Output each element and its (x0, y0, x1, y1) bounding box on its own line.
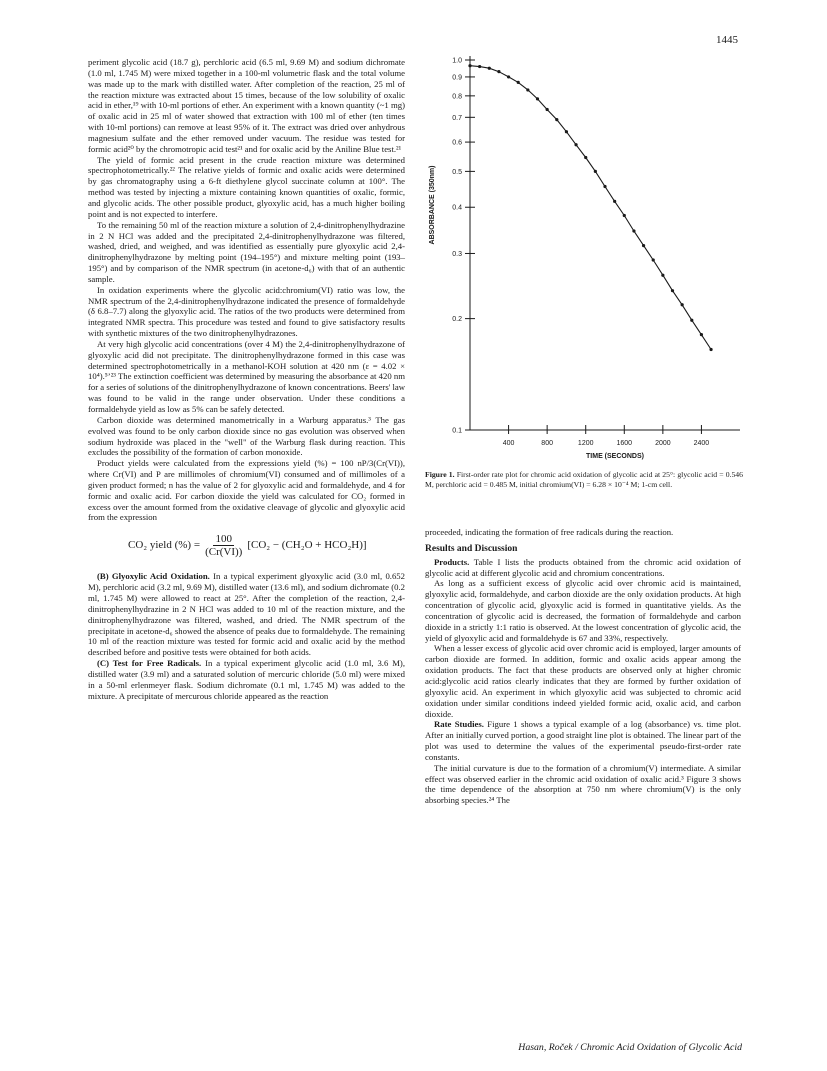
data-point (632, 229, 635, 232)
data-point (661, 274, 664, 277)
data-point (700, 333, 703, 336)
caption-text: First-order rate plot for chromic acid oxidation of glycolic acid at 25°: glycolic acid = 0.546 M, perchloric acid = 0.485 M, initial chromium(VI) = 6.28 × 10⁻⁴ M; 1-cm cell. (425, 470, 743, 489)
run-in-heading: Rate Studies. (434, 719, 484, 730)
data-point (623, 214, 626, 217)
paragraph (88, 571, 405, 658)
equation-fraction (203, 533, 244, 558)
paragraph-text: Figure 1 shows a typical example of a log (absorbance) vs. time plot. After an initially curved portion, a good straight line plot is obtained. The linear part of the plot was used to determine the values of the experimental pseudo-first-order rate constants. (425, 719, 742, 762)
data-point (526, 88, 529, 91)
x-tick-label: 2400 (693, 440, 710, 447)
paragraph: When a lesser excess of glycolic acid over chromic acid is employed, larger amounts of carbon dioxide are formed. In addition, formic and oxalic acids appear among the oxidation products. The fact that these products are observed only at higher chromic acid:glycolic acid ratios clearly indicates that they are formed by further oxidation of glyoxylic acid. An experiment in which glyoxylic acid was subjected to chromic acid oxidation under similar conditions indeed yielded formic acid, oxalic acid, and carbon dioxide. (425, 643, 741, 719)
paragraph: Carbon dioxide was determined manometrically in a Warburg apparatus.³ The gas evolved was found to be only carbon dioxide since no gas evolution was observed when sodium hydroxide was placed in the "well" of the Warburg flask during reaction. This excludes the possibility of the formation of carbon monoxide. (88, 414, 405, 458)
data-point (584, 156, 587, 159)
data-point (652, 258, 655, 261)
x-tick-label: 2000 (655, 440, 671, 447)
section-title: Results and Discussion (425, 543, 518, 554)
data-point (574, 143, 577, 146)
equation-lhs: CO₂ yield (%) = (128, 538, 201, 551)
data-point (536, 97, 539, 100)
y-axis-label: ABSORBANCE (350nm) (429, 165, 436, 245)
y-tick-label: 0.7 (452, 114, 462, 122)
data-point (613, 200, 616, 203)
paragraph: Product yields were calculated from the expressions yield (%) = 100 nP/3(Cr(VI)), where Cr(VI) and P are millimoles of chromium(VI) consumed and of millimoles of a given product formed; n has the value of 2 for glyoxylic acid and formaldehyde, and 4 for formic and oxalic acid. For carbon dioxide the yield was calculated for CO₂ formed in excess over the amount formed from the oxidative cleavage of glycolic and glyoxylic acid from the expression (88, 458, 405, 523)
x-tick-label: 400 (502, 440, 515, 447)
y-tick-label: 0.2 (452, 316, 462, 324)
paragraph: As long as a sufficient excess of glycolic acid over chromic acid is maintained, glyoxylic acid, formaldehyde, and carbon dioxide are the only oxidation products. At high concentration of glycolic acid, glyoxylic acid is formed in quantitative yields. As the concentration of glycolic acid is decreased, the formation of formaldehyde and carbon dioxide in a strictly 1:1 ratio is observed. At the lowest concentration of glycolic acid, the yield of glyoxylic acid and formaldehyde is 67 and 33%, respectively. (425, 578, 741, 643)
x-axis-label: TIME (SECONDS) (586, 453, 644, 460)
y-tick-label: 0.3 (452, 250, 462, 258)
paragraph: The yield of formic acid present in the crude reaction mixture was determined spectrophotometrically.²² The relative yields of formic and oxalic acids were determined by gas chromatography using a 6-ft diethylene glycol succinate column at 100°. The method was tested by injecting a mixture containing known quantities of oxalic, formic, and glycolic acids. The other possible product, glyoxylic acid, has a much higher boiling point and is not expected to interfere. (88, 154, 405, 219)
equation-rhs: [CO₂ − (CH₂O + HCO₂H)] (247, 538, 367, 551)
y-tick-label: 1.0 (452, 57, 462, 65)
paragraph (88, 658, 405, 701)
y-tick-label: 0.9 (452, 74, 462, 82)
paragraph (425, 719, 741, 762)
data-point (594, 170, 597, 173)
y-tick-label: 0.1 (452, 427, 462, 435)
y-tick-label: 0.4 (452, 204, 462, 212)
y-tick-label: 0.5 (452, 168, 462, 176)
paragraph-text: In a typical experiment glyoxylic acid (3.0 ml, 0.652 M), perchloric acid (3.2 ml, 9.69 M), distilled water (13.6 ml), and sodium dichromate (0.2 ml, 1.745 M) were allowed to react at 25°. After the completion of the reaction, 2,4-dinitrophenylhydrazine in 2 N HCl was added to 10 ml of the reaction mixture, and the dinitrophenylhydrazone was filtered, washed, and dried. The NMR spectrum of the precipitate in acetone-d₆ showed the absence of peaks due to formaldehyde. The remaining 10 ml of the reaction mixture was tested for formic acid and oxalic acid by the method described before and positive tests were obtained for both acids. (88, 571, 405, 658)
equation-denominator: (Cr(VI)) (205, 545, 243, 558)
figure-caption (425, 470, 743, 489)
data-point (709, 348, 712, 351)
y-tick-label: 0.6 (452, 139, 462, 147)
figure-label: Figure 1. (425, 470, 455, 479)
data-point (507, 75, 510, 78)
running-footer: Hasan, Roček / Chromic Acid Oxidation of Glycolic Acid (518, 1042, 742, 1053)
data-point (565, 130, 568, 133)
x-tick-label: 1600 (616, 440, 633, 447)
paragraph-text: Table I lists the products obtained from the chromic acid oxidation of glycolic acid at different glycolic acid and chromium concentrations. (425, 556, 741, 578)
figure-1-chart (420, 48, 750, 468)
data-point (517, 81, 520, 84)
x-tick-label: 1200 (577, 440, 594, 447)
data-point (681, 303, 684, 306)
paragraph: periment glycolic acid (18.7 g), perchloric acid (6.5 ml, 9.69 M) and sodium dichromate (1.0 ml, 1.745 M) were mixed together in a 100-ml volumetric flask and the total volume was made up to the mark with distilled water. After completion of the reaction, 25 ml of the reaction mixture was extracted about 15 times, because of the low solubility of oxalic acid in ether,¹⁹ with 10-ml portions of ether. An experiment with a known quantity (~1 mg) of oxalic acid in 25 ml of water showed that extraction with 100 ml of ether (ten times with 10-ml portions) can remove at least 95% of it. The extract was dried over anhydrous magnesium sulfate and the ether removed under vacuum. The residue was tested for formic acid²⁰ by the chromotropic acid test²¹ and for oxalic acid by the Aniline Blue test.²¹ (88, 57, 405, 154)
paragraph (425, 557, 741, 579)
x-tick-label: 800 (541, 440, 553, 447)
data-point (468, 64, 471, 67)
paragraph: The initial curvature is due to the formation of a chromium(V) intermediate. A similar effect was observed earlier in the chromic acid oxidation of oxalic acid.³ Figure 3 shows the time dependence of the absorption at 750 nm where chromium(V) is the only absorbing species.²⁴ The (425, 762, 741, 806)
data-point (690, 319, 693, 322)
run-in-heading: (B) Glyoxylic Acid Oxidation. (97, 571, 210, 582)
paragraph: proceeded, indicating the formation of free radicals during the reaction. (425, 527, 674, 537)
yield-equation (88, 533, 405, 557)
paragraph: To the remaining 50 ml of the reaction mixture a solution of 2,4-dinitrophenylhydrazine in 2 N HCl was added and the precipitated 2,4-dinitrophenylhydrazone was filtered, washed, dried, and weighed, and was identified as essentially pure glyoxylic acid 2,4-dinitrophenylhydrazone by melting point (194–195°) and mixture melting point (193–195°) and by comparison of the NMR spectrum (in acetone-d₆) with that of an authentic sample. (88, 219, 405, 284)
left-column (88, 57, 405, 701)
data-point (478, 65, 481, 68)
equation-numerator: 100 (215, 532, 232, 545)
paragraph-text: In a typical experiment glycolic acid (1.0 ml, 3.6 M), distilled water (3.9 ml) and a saturated solution of mercuric chloride (5.0 ml) were mixed in a 50-ml erlenmeyer flask. Sodium dichromate (0.1 ml, 1.745 M) was added to the mixture. A precipitate of mercurous chloride appeared as the reaction (88, 658, 405, 701)
y-tick-label: 0.8 (452, 93, 462, 101)
rate-plot-svg (420, 48, 750, 468)
data-point (642, 244, 645, 247)
page-number: 1445 (716, 34, 738, 46)
right-column (425, 527, 741, 806)
data-point (603, 185, 606, 188)
paragraph: At very high glycolic acid concentrations (over 4 M) the 2,4-dinitrophenylhydrazone of glyoxylic acid did not precipitate. The dinitrophenylhydrazone formed in this case was determined spectrophotometrically in a methanol-KOH solution at 420 nm (ε = 4.02 × 10⁴).⁵ʼ²³ The extinction coefficient was determined by measuring the absorbance at 420 nm for a series of solutions of the dinitrophenylhydrazone of known concentrations. Beers' law was found to be valid in the range under observation. Under these conditions a formaldehyde yield as low as 5% can be safely detected. (88, 338, 405, 414)
data-point (671, 289, 674, 292)
run-in-heading: (C) Test for Free Radicals. (97, 658, 202, 669)
run-in-heading: Products. (434, 556, 470, 567)
paragraph: In oxidation experiments where the glycolic acid:chromium(VI) ratio was low, the NMR spectrum of the 2,4-dinitrophenylhydrazone indicated the presence of formaldehyde (δ 6.8–7.7) along the glyoxylic acid. The ratios of the two products were determined from integrated NMR spectra. This procedure was tested and found to give satisfactory results with synthetic mixtures of the two dinitrophenylhydrazones. (88, 284, 405, 339)
data-point (488, 67, 491, 70)
data-point (555, 118, 558, 121)
data-point (546, 108, 549, 111)
series-line (470, 66, 711, 350)
data-point (497, 70, 500, 73)
